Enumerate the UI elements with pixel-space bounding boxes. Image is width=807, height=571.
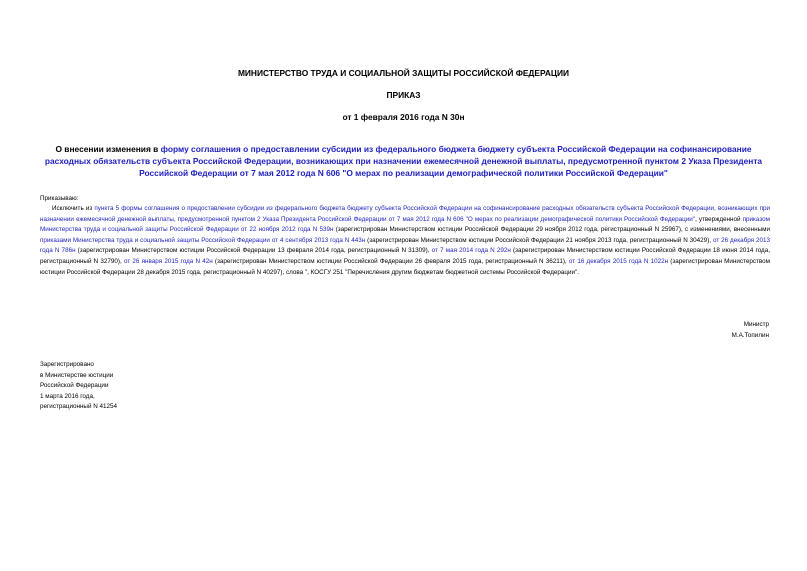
body-text-8: (зарегистрирован Министерством юстиции Российской Федерации 28 декабря 2015 года, регистрационный N 40297), слова ", КОСГУ 251 "Перечисления другим бюджетам бюджетной системы Российской Федерации". bbox=[40, 257, 770, 276]
link-order-786n[interactable]: от 26 декабря 2013 года N 786н bbox=[40, 236, 771, 255]
ministry-heading: МИНИСТЕРСТВО ТРУДА И СОЦИАЛЬНОЙ ЗАЩИТЫ РОССИЙСКОЙ ФЕДЕРАЦИИ bbox=[237, 68, 570, 78]
body-text-2: , утвержденной bbox=[695, 215, 743, 223]
signatory-position: Министр bbox=[743, 321, 769, 328]
body-text-3: (зарегистрирован Министерством юстиции Российской Федерации 29 ноября 2012 года, регистрационный N 25967), с изменениями, внесенными bbox=[333, 226, 770, 234]
link-order-1022n[interactable]: от 16 декабря 2015 года N 1022н bbox=[568, 257, 669, 265]
link-order-443n[interactable]: приказами Министерства труда и социальной защиты Российской Федерации от 4 сентября 2013 года N 443н bbox=[40, 236, 366, 244]
link-order-42n[interactable]: от 26 января 2015 года N 42н bbox=[123, 257, 213, 265]
prikazyvayu-label: Приказываю: bbox=[40, 195, 79, 202]
registration-block bbox=[40, 360, 117, 413]
body-text-5: (зарегистрирован Министерством юстиции Российской Федерации 13 февраля 2014 года, регистрационный N 31309), bbox=[75, 247, 432, 255]
registration-line: регистрационный N 41254 bbox=[40, 403, 118, 411]
body-text-6: (зарегистрирован Министерством юстиции Российской Федерации 18 июня 2014 года, регистрационный N 32790), bbox=[40, 247, 770, 265]
signatory-name: М.А.Топилин bbox=[731, 331, 769, 339]
signature-block bbox=[732, 320, 769, 341]
doc-date-number: от 1 февраля 2016 года N 30н bbox=[342, 112, 465, 122]
registration-line: Зарегистрировано bbox=[40, 361, 94, 368]
order-paragraph bbox=[40, 204, 770, 278]
registration-line: Российской Федерации bbox=[40, 382, 109, 390]
link-order-539n[interactable]: приказом Министерства труда и социальной защиты Российской Федерации от 22 ноября 2012 года N 539н bbox=[40, 215, 770, 234]
doc-type-heading: ПРИКАЗ bbox=[386, 90, 421, 100]
link-order-292n[interactable]: от 7 мая 2014 года N 292н bbox=[431, 247, 511, 255]
body-text-7: (зарегистрирован Министерством юстиции Российской Федерации 26 февраля 2015 года, регистрационный N 36211), bbox=[212, 257, 569, 265]
registration-line: 1 марта 2016 года, bbox=[40, 392, 95, 400]
body-text-4: (зарегистрирован Министерством юстиции Российской Федерации 21 ноября 2013 года, регистрационный N 30429), bbox=[365, 236, 713, 244]
title-prefix: О внесении изменения в bbox=[55, 144, 161, 154]
link-form-point-5[interactable]: пункта 5 формы соглашения о предоставлении субсидии из федерального бюджета бюджету субъекта Российской Федерации на софинансирование расходных обязательств субъекта Российской Федерации, возникающих при назначении ежемесячной денежной выплаты, предусмотренной пунктом 2 Указа Президента Российской Федерации от 7 мая 2012 года N 606 "О мерах по реализации демографической политики Российской Федерации" bbox=[40, 205, 771, 223]
registration-line: в Министерстве юстиции bbox=[40, 371, 114, 379]
body-text-1: Исключить из bbox=[52, 205, 95, 212]
title-form-link[interactable]: форму соглашения о предоставлении субсидии из федерального бюджета бюджету субъекта Российской Федерации на софинансирование расходных обязательств субъекта Российской Федерации, возникающих при назначении ежемесячной денежной выплаты, предусмотренной пунктом 2 Указа Президента Российской Федерации от 7 мая 2012 года N 606 "О мерах по реализации демографической политики Российской Федерации" bbox=[44, 144, 763, 178]
document-title bbox=[36, 143, 771, 179]
